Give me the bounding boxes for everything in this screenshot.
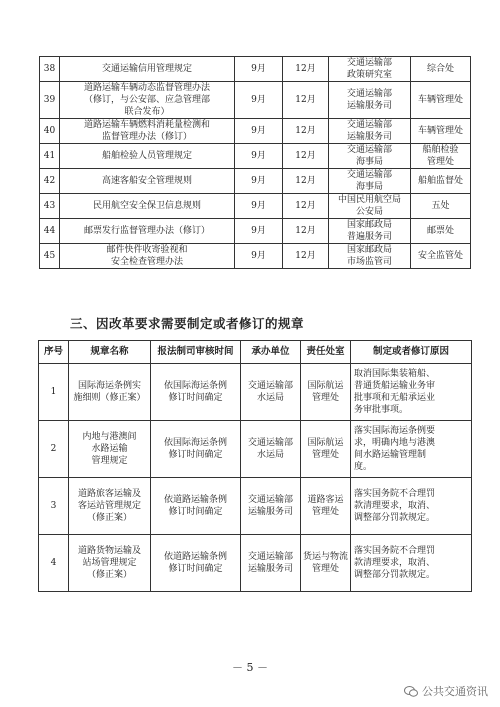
page-number: － 5 － [232, 661, 268, 674]
row-number: 42 [40, 169, 60, 194]
responsible-unit: 交通运输部 水运局 [241, 421, 301, 478]
header-unit: 承办单位 [241, 341, 301, 364]
table-row [39, 478, 472, 535]
responsible-unit: 交通运输部 海事局 [329, 144, 411, 169]
table-row [39, 364, 472, 421]
table-row [40, 82, 471, 119]
row-number: 41 [40, 144, 60, 169]
table-row [40, 169, 471, 194]
revision-reason: 落实国务院不合理罚 款清理要求，取消、 调整部分罚款规定。 [351, 535, 472, 592]
responsible-office: 车辆管理处 [411, 82, 471, 119]
responsible-office: 船舶检验 管理处 [411, 144, 471, 169]
table-row [40, 194, 471, 219]
table-row [40, 119, 471, 144]
header-seq: 序号 [39, 341, 69, 364]
reform-regulation-table [38, 340, 472, 592]
responsible-unit: 交通运输部 水运局 [241, 364, 301, 421]
submit-month: 9月 [235, 119, 283, 144]
regulation-name: 道路货物运输及 站场管理规定 （修正案） [69, 535, 151, 592]
header-name: 规章名称 [69, 341, 151, 364]
section-heading: 三、因改革要求需要制定或者修订的规章 [70, 316, 305, 331]
finish-month: 12月 [283, 194, 329, 219]
finish-month: 12月 [283, 144, 329, 169]
regulation-name: 民用航空安全保卫信息规则 [60, 194, 235, 219]
submit-month: 9月 [235, 57, 283, 82]
revision-reason: 落实国务院不合理罚 款清理要求，取消、 调整部分罚款规定。 [351, 478, 472, 535]
row-number: 39 [40, 82, 60, 119]
submit-month: 9月 [235, 219, 283, 244]
finish-month: 12月 [283, 119, 329, 144]
watermark [404, 683, 488, 699]
revision-reason: 落实国际海运条例要 求，明确内地与港澳 间水路运输管理制 度。 [351, 421, 472, 478]
regulation-name: 道路旅客运输及 客运站管理规定 （修正案） [69, 478, 151, 535]
review-time: 依国际海运条例 修订时间确定 [151, 421, 241, 478]
revision-reason: 取消国际集装箱船、 普通货船运输业务审 批事项和无船承运业 务审批事项。 [351, 364, 472, 421]
header-time: 报法制司审核时间 [151, 341, 241, 364]
row-number: 43 [40, 194, 60, 219]
table-row [40, 57, 471, 82]
review-time: 依国际海运条例 修订时间确定 [151, 364, 241, 421]
responsible-unit: 国家邮政局 普遍服务司 [329, 219, 411, 244]
regulation-name: 道路运输车辆动态监督管理办法 （修订，与公安部、应急管理部 联合发布） [60, 82, 235, 119]
table-header-row [39, 341, 472, 364]
watermark-text: 公共交通资讯 [422, 685, 488, 698]
row-number: 4 [39, 535, 69, 592]
finish-month: 12月 [283, 82, 329, 119]
submit-month: 9月 [235, 144, 283, 169]
regulation-name: 邮票发行监督管理办法（修订） [60, 219, 235, 244]
row-number: 1 [39, 364, 69, 421]
table-row [40, 219, 471, 244]
responsible-unit: 中国民用航空局 公安局 [329, 194, 411, 219]
wechat-icon [404, 686, 418, 697]
responsible-office: 道路客运 管理处 [301, 478, 351, 535]
submit-month: 9月 [235, 82, 283, 119]
responsible-unit: 交通运输部 运输服务司 [241, 535, 301, 592]
responsible-office: 五处 [411, 194, 471, 219]
row-number: 40 [40, 119, 60, 144]
submit-month: 9月 [235, 169, 283, 194]
regulation-name: 船舶检验人员管理规定 [60, 144, 235, 169]
responsible-unit: 交通运输部 政策研究室 [329, 57, 411, 82]
submit-month: 9月 [235, 194, 283, 219]
row-number: 44 [40, 219, 60, 244]
responsible-unit: 交通运输部 运输服务司 [241, 478, 301, 535]
table-row [40, 244, 471, 269]
finish-month: 12月 [283, 57, 329, 82]
responsible-office: 货运与物流 管理处 [301, 535, 351, 592]
row-number: 3 [39, 478, 69, 535]
finish-month: 12月 [283, 244, 329, 269]
responsible-unit: 交通运输部 海事局 [329, 169, 411, 194]
responsible-unit: 交通运输部 运输服务司 [329, 82, 411, 119]
responsible-office: 安全监管处 [411, 244, 471, 269]
responsible-unit: 交通运输部 运输服务司 [329, 119, 411, 144]
table-row [39, 421, 472, 478]
responsible-office: 船舶监督处 [411, 169, 471, 194]
table-row [40, 144, 471, 169]
row-number: 2 [39, 421, 69, 478]
header-office: 责任处室 [301, 341, 351, 364]
responsible-office: 邮票处 [411, 219, 471, 244]
regulation-plan-table [39, 56, 471, 269]
responsible-office: 国际航运 管理处 [301, 421, 351, 478]
regulation-name: 高速客船安全管理规则 [60, 169, 235, 194]
finish-month: 12月 [283, 169, 329, 194]
regulation-name: 内地与港澳间 水路运输 管理规定 [69, 421, 151, 478]
responsible-office: 综合处 [411, 57, 471, 82]
row-number: 38 [40, 57, 60, 82]
regulation-name: 国际海运条例实 施细则（修正案） [69, 364, 151, 421]
finish-month: 12月 [283, 219, 329, 244]
responsible-office: 车辆管理处 [411, 119, 471, 144]
responsible-unit: 国家邮政局 市场监管司 [329, 244, 411, 269]
row-number: 45 [40, 244, 60, 269]
regulation-name: 交通运输信用管理规定 [60, 57, 235, 82]
header-reason: 制定或者修订原因 [351, 341, 472, 364]
review-time: 依道路运输条例 修订时间确定 [151, 535, 241, 592]
table-row [39, 535, 472, 592]
regulation-name: 邮件快件收寄验视和 安全检查管理办法 [60, 244, 235, 269]
responsible-office: 国际航运 管理处 [301, 364, 351, 421]
submit-month: 9月 [235, 244, 283, 269]
review-time: 依道路运输条例 修订时间确定 [151, 478, 241, 535]
regulation-name: 道路运输车辆燃料消耗量检测和 监督管理办法（修订） [60, 119, 235, 144]
